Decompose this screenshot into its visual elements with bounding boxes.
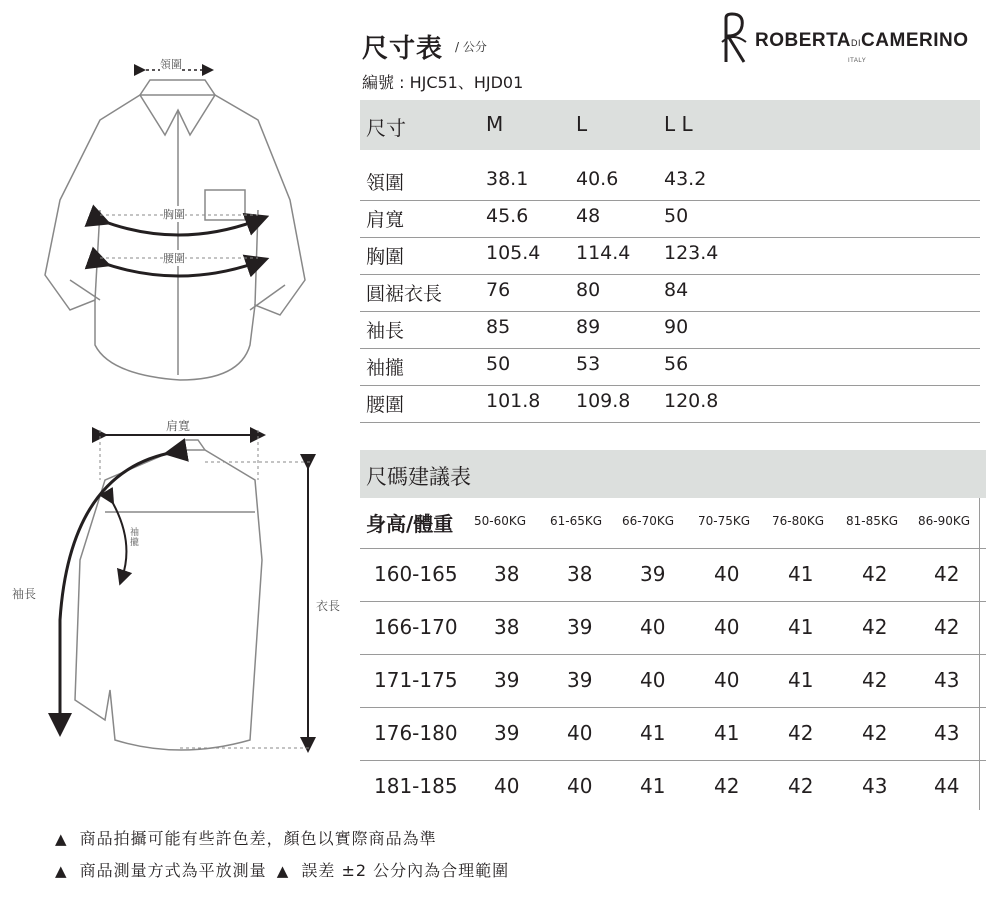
weight-header: 66-70KG bbox=[622, 514, 675, 528]
size-value: 123.4 bbox=[664, 242, 719, 264]
recommendation-row bbox=[360, 602, 986, 655]
size-recommendation: 43 bbox=[862, 774, 888, 798]
size-row bbox=[360, 164, 980, 201]
height-label: 171-175 bbox=[374, 668, 458, 692]
size-value: 56 bbox=[664, 353, 689, 375]
size-row-label: 袖攏 bbox=[366, 357, 405, 379]
brand-subtitle: ITALY bbox=[848, 58, 867, 64]
chest-label: 胸圍 bbox=[163, 208, 185, 221]
weight-header: 70-75KG bbox=[698, 514, 751, 528]
length-label: 衣長 bbox=[316, 599, 341, 613]
weight-header: 86-90KG bbox=[918, 514, 971, 528]
measurement-diagrams bbox=[0, 0, 360, 800]
triangle-icon: ▲ bbox=[276, 862, 290, 880]
header-ll: L L bbox=[664, 112, 693, 136]
header-l: L bbox=[576, 112, 588, 136]
size-row-label: 圓裾衣長 bbox=[366, 283, 443, 305]
size-recommendation-table bbox=[360, 450, 986, 813]
size-value: 90 bbox=[664, 316, 689, 338]
size-recommendation: 41 bbox=[640, 721, 666, 745]
recommendation-row bbox=[360, 549, 986, 602]
size-recommendation: 42 bbox=[862, 615, 888, 639]
size-row-label: 胸圍 bbox=[366, 246, 405, 268]
back-shirt-icon bbox=[75, 440, 262, 750]
size-recommendation: 40 bbox=[714, 615, 740, 639]
size-table bbox=[360, 100, 980, 423]
size-recommendation: 40 bbox=[567, 721, 593, 745]
size-value: 50 bbox=[486, 353, 511, 375]
size-recommendation: 38 bbox=[567, 562, 593, 586]
size-value: 84 bbox=[664, 279, 689, 301]
size-recommendation: 39 bbox=[567, 615, 593, 639]
size-value: 48 bbox=[576, 205, 601, 227]
size-value: 114.4 bbox=[576, 242, 631, 264]
shirt-illustrations bbox=[0, 0, 360, 800]
height-label: 176-180 bbox=[374, 721, 458, 745]
size-recommendation: 38 bbox=[494, 615, 520, 639]
triangle-icon: ▲ bbox=[55, 862, 68, 880]
size-row-label: 領圍 bbox=[366, 172, 405, 194]
size-recommendation: 41 bbox=[640, 774, 666, 798]
recommendation-row bbox=[360, 761, 986, 813]
size-recommendation: 43 bbox=[934, 668, 960, 692]
triangle-icon: ▲ bbox=[55, 830, 68, 848]
size-recommendation: 40 bbox=[714, 668, 740, 692]
size-row bbox=[360, 386, 980, 423]
size-recommendation: 42 bbox=[788, 721, 814, 745]
header-m: M bbox=[486, 112, 504, 136]
roberta-camerino-r-logo-icon bbox=[718, 12, 748, 66]
note-1: ▲ 商品拍攝可能有些許色差，顏色以實際商品為準 bbox=[55, 829, 437, 848]
size-value: 76 bbox=[486, 279, 511, 301]
size-recommendation: 40 bbox=[640, 615, 666, 639]
size-recommendation: 39 bbox=[494, 721, 520, 745]
size-row bbox=[360, 238, 980, 275]
size-recommendation: 39 bbox=[640, 562, 666, 586]
shoulder-label: 肩寬 bbox=[166, 419, 191, 433]
recommendation-title: 尺碼建議表 bbox=[366, 465, 471, 489]
height-label: 166-170 bbox=[374, 615, 458, 639]
size-value: 43.2 bbox=[664, 168, 707, 190]
size-recommendation: 42 bbox=[788, 774, 814, 798]
size-value: 120.8 bbox=[664, 390, 719, 412]
weight-header: 61-65KG bbox=[550, 514, 603, 528]
front-shirt-icon bbox=[45, 80, 305, 380]
size-value: 40.6 bbox=[576, 168, 619, 190]
size-recommendation: 42 bbox=[934, 615, 960, 639]
size-recommendation: 42 bbox=[862, 562, 888, 586]
size-value: 85 bbox=[486, 316, 511, 338]
size-row bbox=[360, 275, 980, 312]
size-recommendation: 43 bbox=[934, 721, 960, 745]
height-label: 160-165 bbox=[374, 562, 458, 586]
size-row-label: 肩寬 bbox=[366, 209, 405, 231]
size-recommendation: 38 bbox=[494, 562, 520, 586]
size-recommendation: 39 bbox=[567, 668, 593, 692]
size-value: 45.6 bbox=[486, 205, 529, 227]
size-row-label: 腰圍 bbox=[366, 394, 405, 416]
cuff-label: 袖 攏 bbox=[130, 528, 140, 548]
page-title: 尺寸表 bbox=[362, 34, 444, 64]
corner-label: 身高/體重 bbox=[366, 512, 454, 536]
collar-label: 領圍 bbox=[160, 58, 182, 71]
size-value: 89 bbox=[576, 316, 601, 338]
size-row-label: 袖長 bbox=[366, 320, 405, 342]
sleeve-label: 袖長 bbox=[12, 587, 37, 601]
size-value: 38.1 bbox=[486, 168, 529, 190]
size-recommendation: 42 bbox=[862, 668, 888, 692]
size-recommendation: 41 bbox=[788, 668, 814, 692]
size-value: 105.4 bbox=[486, 242, 541, 264]
height-label: 181-185 bbox=[374, 774, 458, 798]
size-value: 80 bbox=[576, 279, 601, 301]
recommendation-row bbox=[360, 655, 986, 708]
unit-label: / 公分 bbox=[455, 40, 487, 54]
size-recommendation: 41 bbox=[788, 615, 814, 639]
size-value: 53 bbox=[576, 353, 601, 375]
size-row bbox=[360, 312, 980, 349]
product-code: 編號 : HJC51、HJD01 bbox=[362, 73, 524, 92]
recommendation-row bbox=[360, 708, 986, 761]
size-row bbox=[360, 349, 980, 386]
recommendation-header bbox=[360, 450, 986, 498]
weight-header: 76-80KG bbox=[772, 514, 825, 528]
size-value: 101.8 bbox=[486, 390, 541, 412]
size-table-header bbox=[360, 100, 980, 150]
size-recommendation: 42 bbox=[714, 774, 740, 798]
note-2: ▲ 商品測量方式為平放測量 ▲ 誤差 ±2 公分內為合理範圍 bbox=[55, 861, 510, 880]
size-recommendation: 44 bbox=[934, 774, 960, 798]
size-recommendation: 42 bbox=[934, 562, 960, 586]
size-value: 109.8 bbox=[576, 390, 631, 412]
size-recommendation: 40 bbox=[494, 774, 520, 798]
size-recommendation: 39 bbox=[494, 668, 520, 692]
weight-header: 81-85KG bbox=[846, 514, 899, 528]
size-value: 50 bbox=[664, 205, 689, 227]
size-recommendation: 40 bbox=[714, 562, 740, 586]
size-row bbox=[360, 201, 980, 238]
size-recommendation: 41 bbox=[714, 721, 740, 745]
header-size: 尺寸 bbox=[366, 116, 406, 140]
size-recommendation: 40 bbox=[640, 668, 666, 692]
waist-label: 腰圍 bbox=[163, 252, 185, 265]
size-recommendation: 41 bbox=[788, 562, 814, 586]
weight-header: 50-60KG bbox=[474, 514, 527, 528]
size-recommendation: 42 bbox=[862, 721, 888, 745]
weight-header-row bbox=[360, 498, 986, 549]
size-recommendation: 40 bbox=[567, 774, 593, 798]
brand-name: ROBERTADICAMERINO bbox=[755, 30, 969, 51]
